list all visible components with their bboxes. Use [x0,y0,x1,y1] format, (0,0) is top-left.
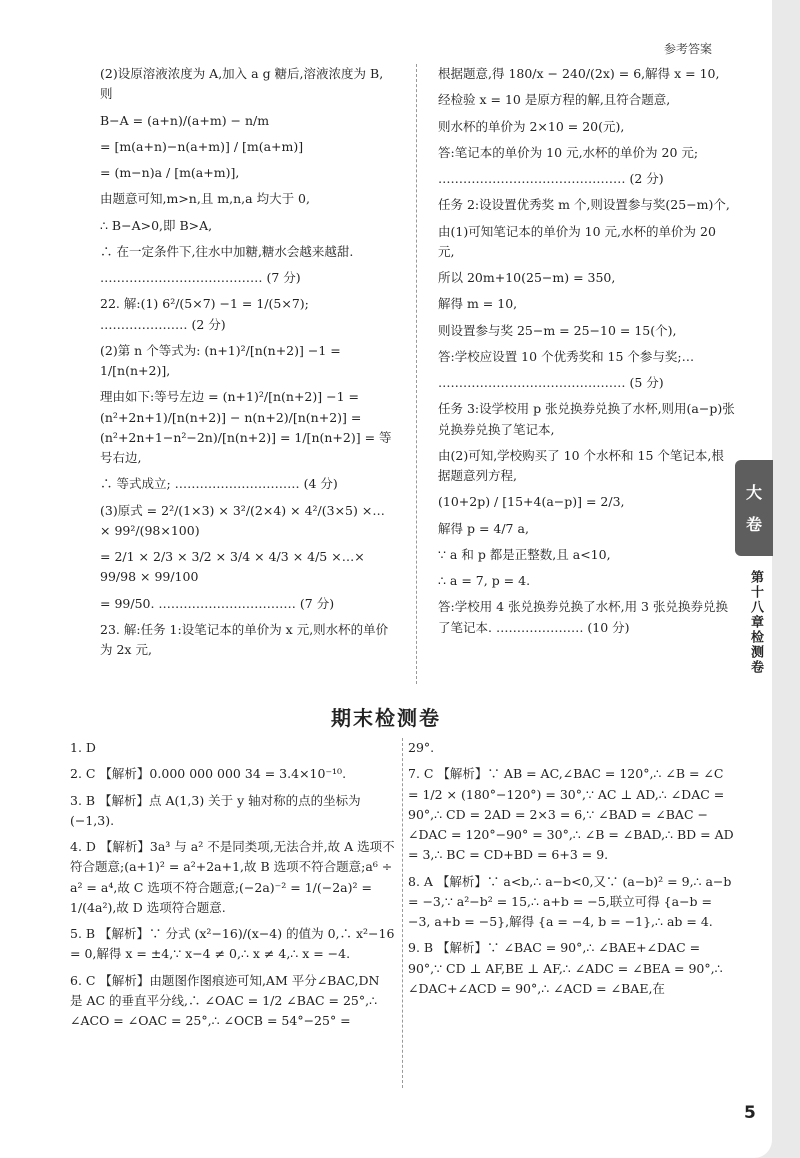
text-line: ∴ B−A>0,即 B>A, [100,217,213,233]
answer-5: 5. B 【解析】∵ 分式 (x²−16)/(x−4) 的值为 0,∴ x²−16 = 0,解得 x = ±4,∵ x−4 ≠ 0,∴ x ≠ 4,∴ x = −4. [70,926,395,962]
text-line: ∴ 在一定条件下,往水中加糖,糖水会越来越甜. [100,243,354,259]
section-title: 期末检测卷 [331,706,441,730]
chapter-label: 第十八章检测卷 [748,570,763,675]
score-line: ……………………………………… (5 分) [438,375,664,390]
text-line: B−A = (a+n)/(a+m) − n/m [100,112,270,128]
text-line: 答:学校应设置 10 个优秀奖和 15 个参与奖;… [438,348,695,364]
text-line: 答:笔记本的单价为 10 元,水杯的单价为 20 元; [438,144,699,160]
text-line: 解得 p = 4/7 a, [438,520,529,536]
text-line: = 2/1 × 2/3 × 3/2 × 3/4 × 4/3 × 4/5 ×…× 99/98 × 99/100 [100,549,365,585]
score-line: ∴ 等式成立; ………………………… (4 分) [100,476,338,492]
left-top-column [100,64,395,666]
column-divider [402,738,403,1088]
left-bottom-column [70,738,395,1037]
text-line: (3)原式 = 2²/(1×3) × 3²/(2×4) × 4²/(3×5) ×…× 99²/(98×100) [100,502,385,538]
right-bottom-column [408,738,736,1005]
text-line: 解得 m = 10, [438,296,518,312]
answer-9: 9. B 【解析】∵ ∠BAC = 90°,∴ ∠BAE+∠DAC = 90°,∵ CD ⊥ AF,BE ⊥ AF,∴ ∠ADC = ∠BEA = 90°,∴ ∠DAC+∠ACD = 90°,∴ ∠ACD = ∠BAE,在 [408,940,723,996]
text-line: 则设置参与奖 25−m = 25−10 = 15(个), [438,322,677,338]
text-line: 所以 20m+10(25−m) = 350, [438,270,616,285]
column-divider [416,64,417,684]
header-label: 参考答案 [663,42,712,56]
text-line: = [m(a+n)−n(a+m)] / [m(a+m)] [100,138,304,154]
answer-6-cont: 29°. [408,740,435,755]
answer-1: 1. D [70,740,96,755]
text-line: 答:学校用 4 张兑换券兑换了水杯,用 3 张兑换券兑换了笔记本. ………………… (10 分) [438,599,728,635]
answer-2: 2. C 【解析】0.000 000 000 34 = 3.4×10⁻¹⁰. [70,766,347,782]
page-number: 5 [744,1103,756,1123]
answer-8: 8. A 【解析】∵ a<b,∴ a−b<0,又∵ (a−b)² = 9,∴ a−b = −3,∵ a²−b² = 15,∴ a+b = −5,联立可得 {a−b = −3, a+b = −5},解得 {a = −4, b = −1},∴ ab = 4. [408,873,732,929]
text-line: 经检验 x = 10 是原方程的解,且符合题意, [438,92,671,108]
text-line: 由(2)可知,学校购买了 10 个水杯和 15 个笔记本,根据题意列方程, [438,447,724,483]
score-line: ……………………………………… (2 分) [438,171,664,186]
side-tab-char-2: 卷 [745,515,762,534]
answer-3: 3. B 【解析】点 A(1,3) 关于 y 轴对称的点的坐标为 (−1,3). [70,792,361,828]
text-line: 由(1)可知笔记本的单价为 10 元,水杯的单价为 20 元, [438,223,716,259]
text-line: ∴ a = 7, p = 4. [438,573,531,588]
side-tab [735,460,773,556]
question-23: 23. 解:任务 1:设笔记本的单价为 x 元,则水杯的单价为 2x 元, [100,621,389,657]
text-line: (2)第 n 个等式为: (n+1)²/[n(n+2)] −1 = 1/[n(n+2)], [100,342,341,378]
text-line: = (m−n)a / [m(a+m)], [100,165,240,180]
task-3: 任务 3:设学校用 p 张兑换券兑换了水杯,则用(a−p)张兑换券兑换了笔记本, [438,401,735,437]
text-line: 则水杯的单价为 2×10 = 20(元), [438,118,625,134]
score-line: = 99/50. …………………………… (7 分) [100,595,335,611]
text-line: (2)设原溶液浓度为 A,加入 a g 糖后,溶液浓度为 B,则 [100,66,384,102]
answer-6: 6. C 【解析】由题图作图痕迹可知,AM 平分∠BAC,DN 是 AC 的垂直平分线,∴ ∠OAC = 1/2 ∠BAC = 25°,∴ ∠ACO = ∠OAC = 25°,∴ ∠OCB = 54°−25° = [70,972,380,1028]
text-line: 理由如下:等号左边 = (n+1)²/[n(n+2)] −1 = (n²+2n+1)/[n(n+2)] − n(n+2)/[n(n+2)] = (n²+2n+1−n²−2n)/[n(n+2)] = 1/[n(n+2)] = 等号右边, [100,389,392,465]
text-line: ∵ a 和 p 都是正整数,且 a<10, [438,546,611,562]
text-line: 根据题意,得 180/x − 240/(2x) = 6,解得 x = 10, [438,66,720,81]
side-tab-char-1: 大 [745,483,762,502]
score-line: ………………………………… (7 分) [100,270,301,285]
text-line: (10+2p) / [15+4(a−p)] = 2/3, [438,494,625,510]
right-top-column [438,64,736,644]
answer-4: 4. D 【解析】3a³ 与 a² 不是同类项,无法合并,故 A 选项不符合题意;(a+1)² = a²+2a+1,故 B 选项不符合题意;a⁶ ÷ a² = a⁴,故 C 选项不符合题意;(−2a)⁻² = 1/(−2a)² = 1/(4a²),故 D 选项符合题意. [70,839,395,915]
answer-7: 7. C 【解析】∵ AB = AC,∠BAC = 120°,∴ ∠B = ∠C = 1/2 × (180°−120°) = 30°,∵ AC ⊥ AD,∴ ∠DAC = 90°,∴ CD = 2AD = 2×3 = 6,∵ ∠BAD = ∠BAC − ∠DAC = 120°−90° = 30°,∴ ∠B = ∠BAD,∴ BD = AD = 3,∴ BC = CD+BD = 6+3 = 9. [408,766,734,863]
question-22: 22. 解:(1) 6²/(5×7) −1 = 1/(5×7); ………………… (2 分) [100,296,309,332]
text-line: 由题意可知,m>n,且 m,n,a 均大于 0, [100,191,310,207]
task-2: 任务 2:设设置优秀奖 m 个,则设置参与奖(25−m)个, [438,197,730,213]
